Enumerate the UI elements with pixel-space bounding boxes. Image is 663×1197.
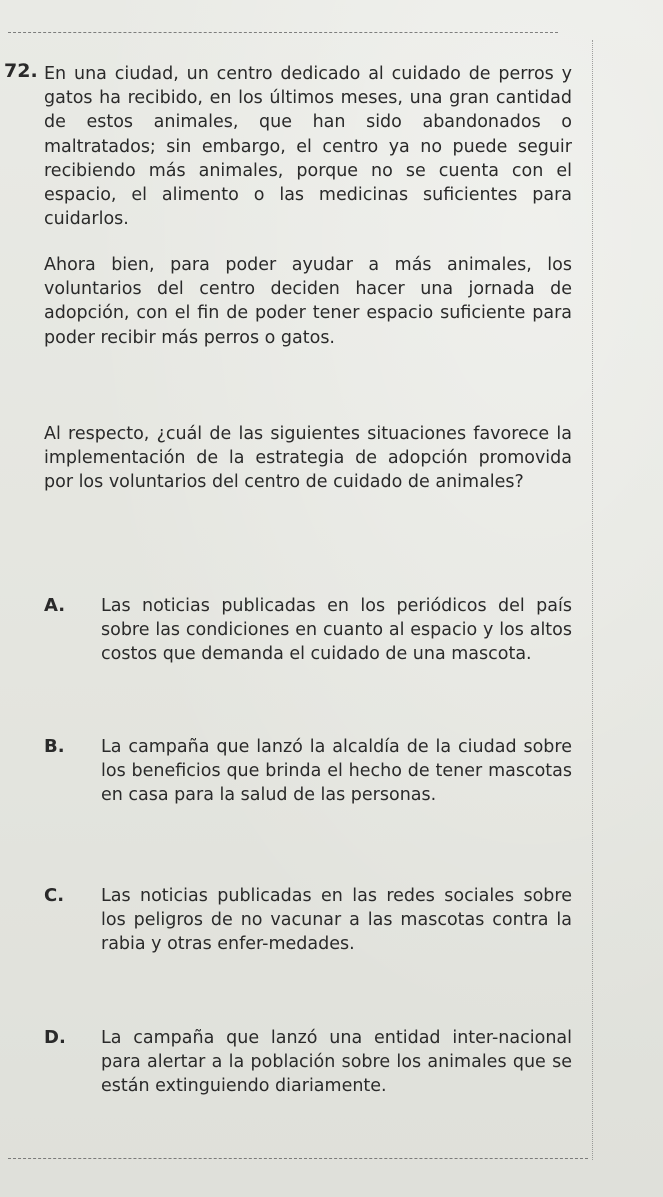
option-c-letter: C. <box>44 885 65 906</box>
question-context-paragraph: En una ciudad, un centro dedicado al cuidado de perros y gatos ha recibido, en los últimos meses, una gran cantidad de estos animales, que han sido abandonados o maltratados; sin embargo, el centro ya no puede seguir recibiendo más animales, porque no se cuenta con el espacio, el alimento o las medicinas suficientes para cuidarlos. <box>44 64 572 230</box>
right-margin-rule <box>592 40 593 1160</box>
question-prompt: Al respecto, ¿cuál de las siguientes situaciones favorece la implementación de la estrategia de adopción promovida por los voluntarios del centro de cuidado de animales? <box>44 424 572 493</box>
question-number: 72. <box>4 60 38 82</box>
option-a-letter: A. <box>44 595 66 616</box>
option-b-text: La campaña que lanzó la alcaldía de la ciudad sobre los beneficios que brinda el hecho de tener mascotas en casa para la salud de las personas. <box>101 737 572 806</box>
option-a-text: Las noticias publicadas en los periódicos del país sobre las condiciones en cuanto al espacio y los altos costos que demanda el cuidado de una mascota. <box>101 596 572 665</box>
question-strategy-paragraph: Ahora bien, para poder ayudar a más animales, los voluntarios del centro deciden hacer una jornada de adopción, con el fin de poder tener espacio suficiente para poder recibir más perros o gatos. <box>44 255 572 348</box>
bottom-dashed-rule <box>8 1158 588 1159</box>
option-d-letter: D. <box>44 1027 66 1048</box>
option-b-letter: B. <box>44 736 65 757</box>
option-d-text: La campaña que lanzó una entidad inter-nacional para alertar a la población sobre los animales que se están extinguiendo diariamente. <box>101 1028 572 1097</box>
top-dashed-rule <box>8 32 558 33</box>
option-c-text: Las noticias publicadas en las redes sociales sobre los peligros de no vacunar a las mascotas contra la rabia y otras enfer-medades. <box>101 886 572 955</box>
